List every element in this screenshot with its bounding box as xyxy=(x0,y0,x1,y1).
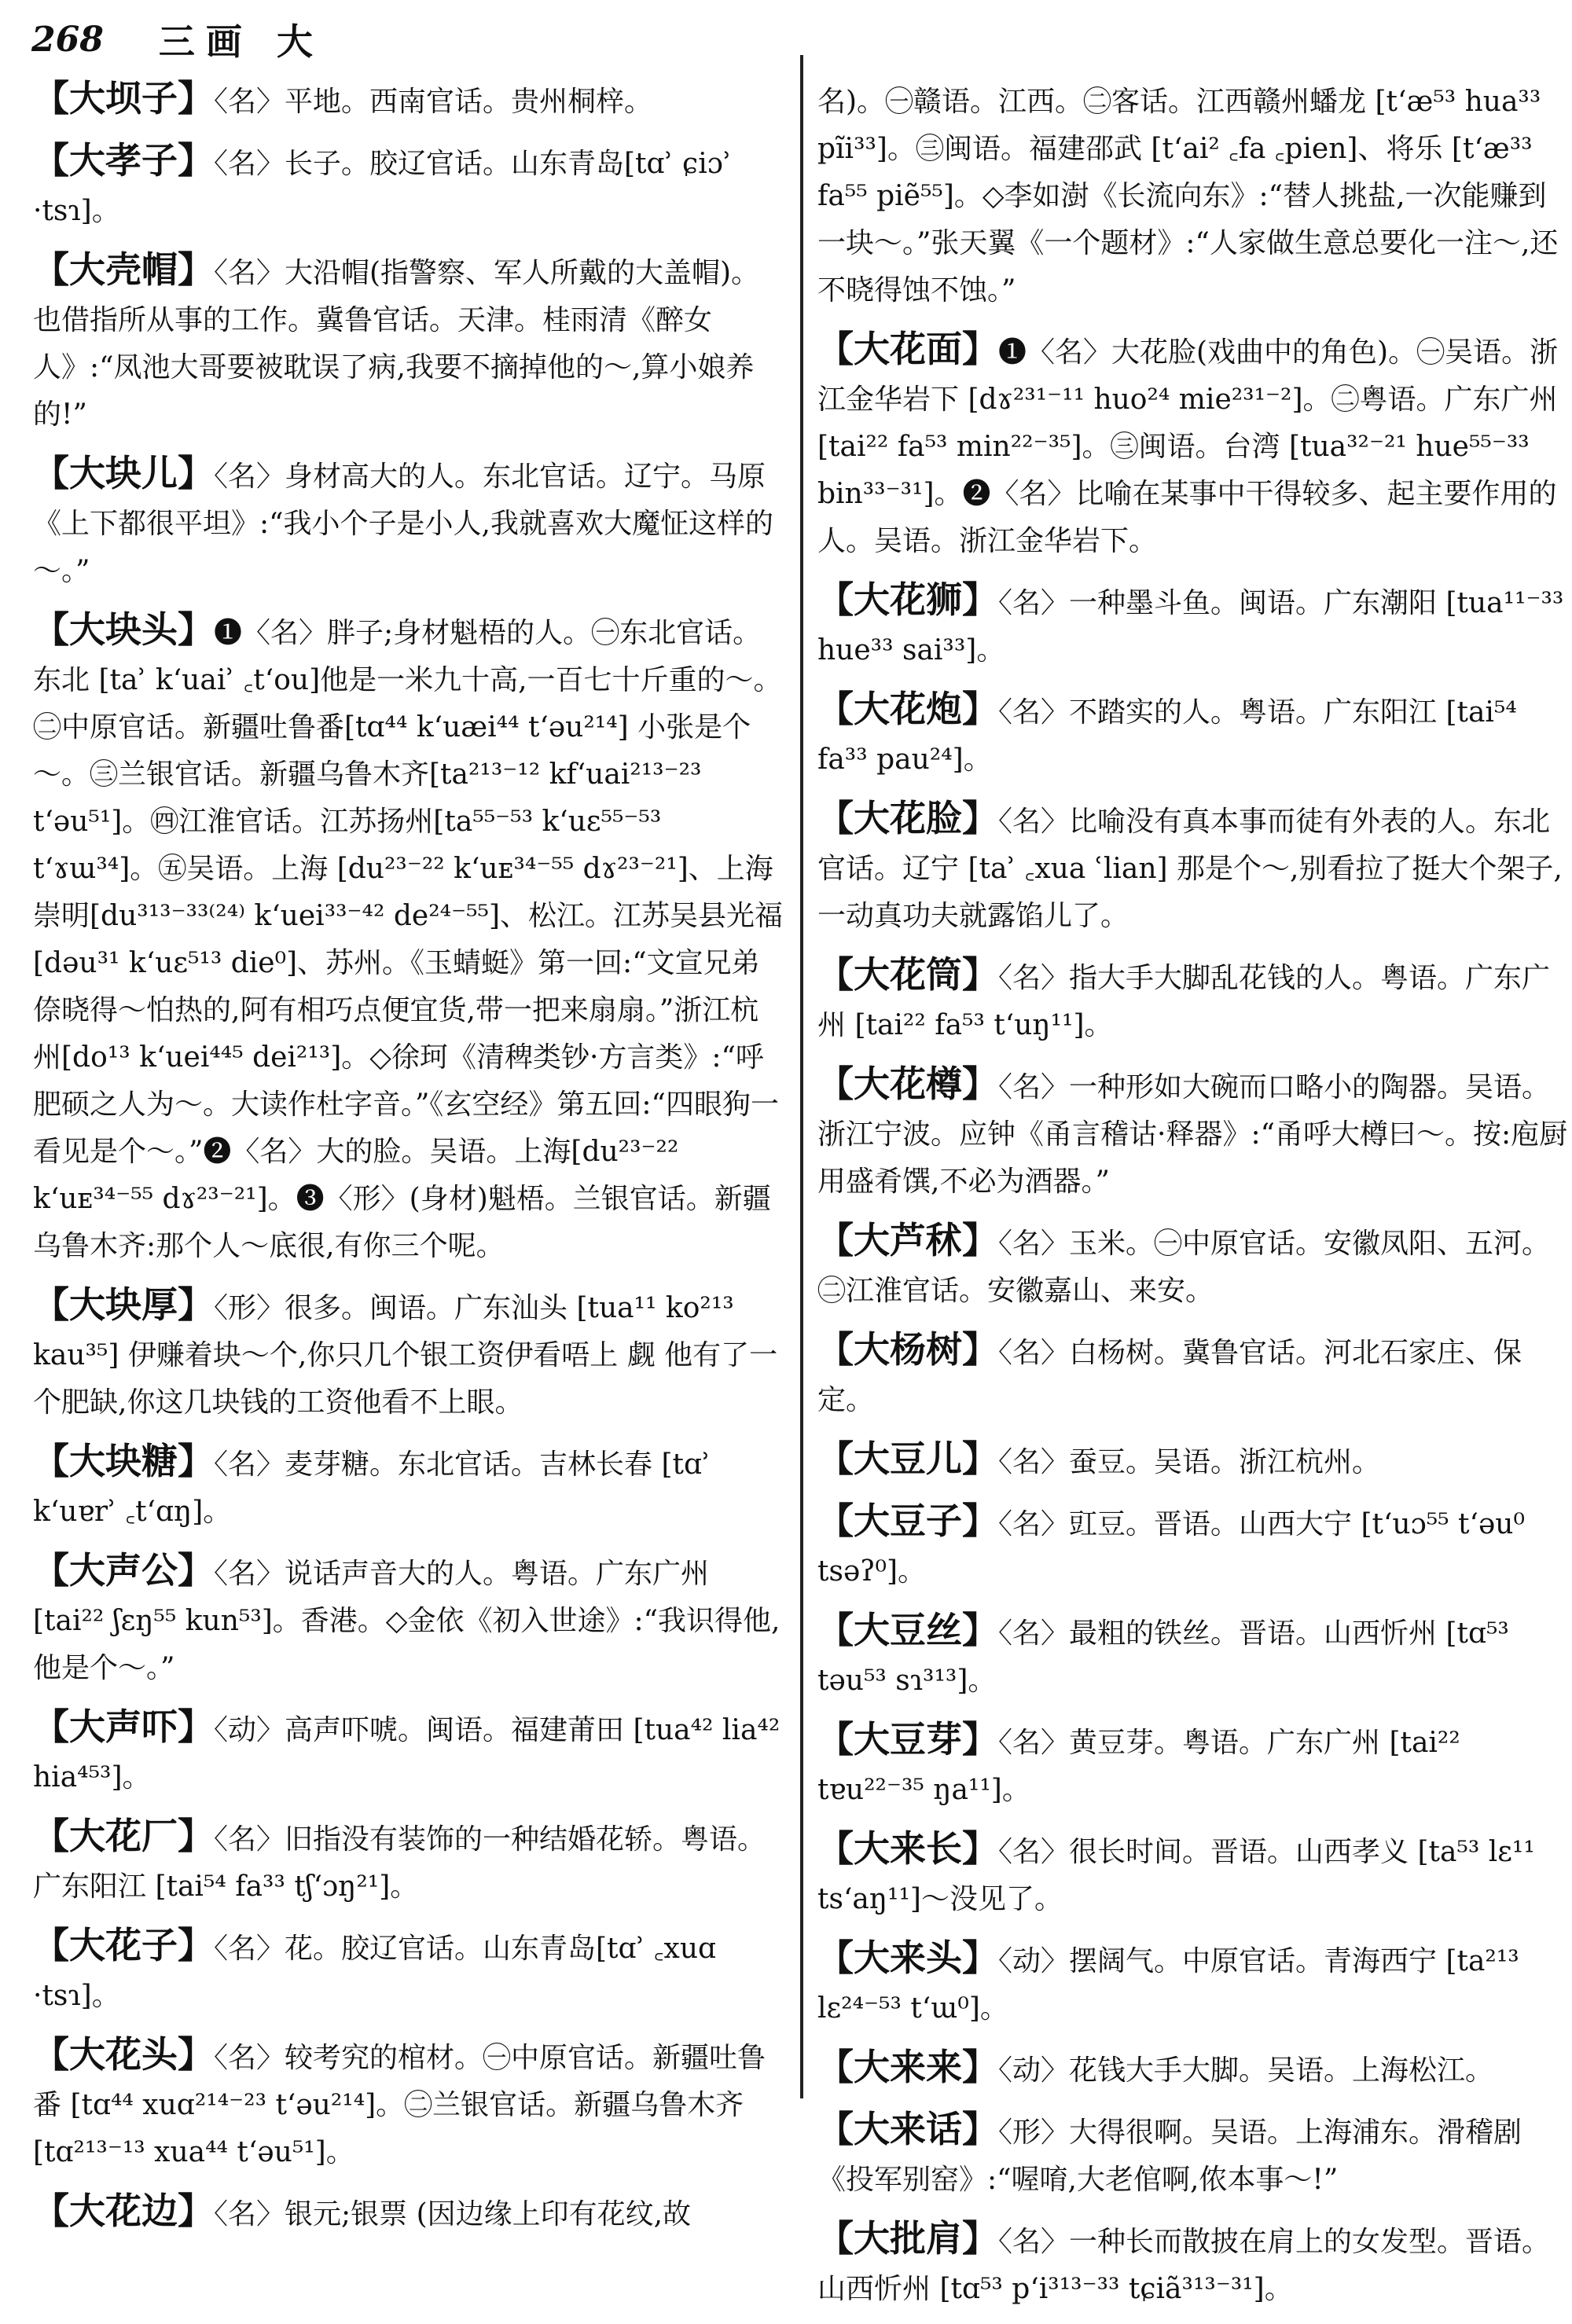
entry-headword: 【大花炮】 xyxy=(817,688,998,730)
entry-headword: 【大块厚】 xyxy=(33,1283,214,1326)
entry-definition: 〈形〉大得很啊。吴语。上海浦东。滑稽剧《投军别窑》:“喔唷,大老倌啊,侬本事～!” xyxy=(817,2117,1522,2196)
entry-definition: 名)。㊀赣语。江西。㊁客话。江西赣州蟠龙 [tʻæ⁵³ hua³³ pĩi³³]。㊂闽语。福建邵武 [tʻai² ꜀fa ꜀pien]、将乐 [tʻæ³³ fa⁵⁵ piẽ⁵⁵]。◇李如澍《长流向东》:“替人挑盐,一次能赚到一块～。”张天翼《一个题材》:“人家做生意总要化一注～,还不晓得蚀不蚀。” xyxy=(817,86,1559,307)
entry-definition: 〈名〉大沿帽(指警察、军人所戴的大盖帽)。也借指所从事的工作。冀鲁官话。天津。桂雨清《醉女人》:“凤池大哥要被耽误了病,我要不摘掉他的～,算小娘养的!” xyxy=(33,257,760,431)
page-number: 268 xyxy=(31,19,104,60)
entry-headword: 【大花筒】 xyxy=(817,953,998,996)
dictionary-entry xyxy=(33,75,784,126)
entry-definition: 〈名〉麦芽糖。东北官话。吉林长春 [tɑʾ kʻuɐrʾ ꜀tʻɑŋ]。 xyxy=(33,1448,711,1528)
entry-headword: 【大豆子】 xyxy=(817,1500,998,1542)
entry-definition: 〈动〉高声吓唬。闽语。福建莆田 [tua⁴² lia⁴² hia⁴⁵³]。 xyxy=(33,1714,780,1793)
entry-definition: 〈名〉说话声音大的人。粤语。广东广州 [tai²² ʃɛŋ⁵⁵ kun⁵³]。香港。◇金依《初入世途》:“我识得他,他是个～。” xyxy=(33,1558,780,1684)
left-column xyxy=(33,75,784,2249)
dictionary-entry xyxy=(33,606,784,1270)
entry-definition: ❶〈名〉胖子;身材魁梧的人。㊀东北官话。东北 [taʾ kʻuaiʾ ꜀tʻou]他是一米九十高,一百七十斤重的～。㊁中原官话。新疆吐鲁番[tɑ⁴⁴ kʻuæi⁴⁴ tʻəu²¹⁴] 小张是个～。㊂兰银官话。新疆乌鲁木齐[ta²¹³⁻¹² kfʻuai²¹³⁻²³ tʻəu⁵¹]。㊃江淮官话。江苏扬州[ta⁵⁵⁻⁵³ kʻuɛ⁵⁵⁻⁵³ tʻɤɯ³⁴]。㊄吴语。上海 [du²³⁻²² kʻuᴇ³⁴⁻⁵⁵ dɤ²³⁻²¹]、上海崇明[du³¹³⁻³³⁽²⁴⁾ kʻuei³³⁻⁴² de²⁴⁻⁵⁵]、松江。江苏吴县光福[dəu³¹ kʻuɛ⁵¹³ die⁰]、苏州。《玉蜻蜓》第一回:“文宣兄弟倷晓得～怕热的,阿有相巧点便宜货,带一把来扇扇。”浙江杭州[do¹³ kʻuei⁴⁴⁵ dei²¹³]。◇徐珂《清稗类钞·方言类》:“呼肥硕之人为～。大读作杜字音。”《玄空经》第五回:“四眼狗一看见是个～。”❷〈名〉大的脸。吴语。上海[du²³⁻²² kʻuᴇ³⁴⁻⁵⁵ dɤ²³⁻²¹]。❸〈形〉(身材)魁梧。兰银官话。新疆乌鲁木齐:那个人～底很,有你三个呢。 xyxy=(33,617,783,1262)
entry-headword: 【大花厂】 xyxy=(33,1815,214,1857)
entry-definition: 〈名〉一种长而散披在肩上的女发型。晋语。山西忻州 [tɑ⁵³ pʻi³¹³⁻³³ tɕiã³¹³⁻³¹]。 xyxy=(817,2226,1551,2305)
dictionary-entry xyxy=(33,1547,784,1692)
entry-headword: 【大块儿】 xyxy=(33,452,214,494)
dictionary-entry xyxy=(33,2187,784,2238)
entry-headword: 【大豆芽】 xyxy=(817,1718,998,1760)
dictionary-entry xyxy=(33,1812,784,1911)
entry-definition: 〈名〉指大手大脚乱花钱的人。粤语。广东广州 [tai²² fa⁵³ tʻuŋ¹¹]。 xyxy=(817,962,1551,1041)
entry-headword: 【大壳帽】 xyxy=(33,248,214,291)
dictionary-entry xyxy=(817,1606,1568,1705)
dictionary-entry-continued xyxy=(817,75,1568,314)
entry-headword: 【大芦秫】 xyxy=(817,1219,998,1261)
entry-definition: 〈名〉很长时间。晋语。山西孝义 [ta⁵³ lɛ¹¹ tsʻaŋ¹¹]～没见了。 xyxy=(817,1836,1535,1915)
entry-definition: 〈动〉摆阔气。中原官话。青海西宁 [ta²¹³ lɛ²⁴⁻⁵³ tʻɯ⁰]。 xyxy=(817,1945,1519,2025)
page-header xyxy=(31,8,1541,71)
entry-definition: 〈名〉最粗的铁丝。晋语。山西忻州 [tɑ⁵³ təu⁵³ sɿ³¹³]。 xyxy=(817,1617,1509,1697)
dictionary-entry xyxy=(817,1060,1568,1206)
dictionary-entry xyxy=(817,1326,1568,1424)
entry-headword: 【大花面】 xyxy=(817,328,998,370)
dictionary-entry xyxy=(817,685,1568,784)
entry-definition: 〈名〉平地。西南官话。贵州桐梓。 xyxy=(214,86,653,118)
dictionary-entry xyxy=(817,1497,1568,1595)
dictionary-entry xyxy=(817,2215,1568,2313)
entry-headword: 【大花狮】 xyxy=(817,578,998,621)
dictionary-entry xyxy=(817,1435,1568,1486)
dictionary-entry xyxy=(33,246,784,439)
entry-headword: 【大豆儿】 xyxy=(817,1437,998,1480)
entry-definition: 〈名〉豇豆。晋语。山西大宁 [tʻuɔ⁵⁵ tʻəu⁰ tsəʔ⁰]。 xyxy=(817,1508,1525,1588)
entry-headword: 【大来来】 xyxy=(817,2046,998,2088)
dictionary-entry xyxy=(33,137,784,235)
dictionary-entry xyxy=(33,450,784,595)
dictionary-entry xyxy=(33,1922,784,2020)
entry-headword: 【大块头】 xyxy=(33,608,214,651)
entry-definition: ❶〈名〉大花脸(戏曲中的角色)。㊀吴语。浙江金华岩下 [dɤ²³¹⁻¹¹ huo²⁴ mie²³¹⁻²]。㊁粤语。广东广州 [tai²² fa⁵³ min²²⁻³⁵]。㊂闽语。台湾 [tua³²⁻²¹ hue⁵⁵⁻³³ bin³³⁻³¹]。❷〈名〉比喻在某事中干得较多、起主要作用的人。吴语。浙江金华岩下。 xyxy=(817,336,1559,557)
dictionary-entry xyxy=(817,576,1568,674)
entry-headword: 【大来头】 xyxy=(817,1937,998,1979)
entry-headword: 【大孝子】 xyxy=(33,139,214,182)
entry-headword: 【大花边】 xyxy=(33,2190,214,2232)
dictionary-entry xyxy=(817,325,1568,565)
entry-definition: 〈形〉很多。闽语。广东汕头 [tua¹¹ ko²¹³ kau³⁵] 伊赚着块～个,你只几个银工资伊看唔上 觑 他有了一个肥缺,你这几块钱的工资他看不上眼。 xyxy=(33,1292,778,1419)
entry-definition: 〈动〉花钱大手大脚。吴语。上海松江。 xyxy=(998,2054,1494,2087)
entry-headword: 【大杨树】 xyxy=(817,1328,998,1371)
dictionary-entry xyxy=(817,1825,1568,1923)
entry-definition: 〈名〉不踏实的人。粤语。广东阳江 [tai⁵⁴ fa³³ pau²⁴]。 xyxy=(817,696,1517,776)
running-head: 三画 大 xyxy=(158,20,324,63)
dictionary-entry xyxy=(817,1716,1568,1814)
entry-headword: 【大花樽】 xyxy=(817,1063,998,1105)
dictionary-entry xyxy=(817,1217,1568,1315)
entry-headword: 【大来话】 xyxy=(817,2108,998,2150)
column-divider xyxy=(800,55,803,2098)
entry-definition: 〈名〉黄豆芽。粤语。广东广州 [tai²² tɐu²²⁻³⁵ ŋa¹¹]。 xyxy=(817,1727,1460,1806)
entry-definition: 〈名〉蚕豆。吴语。浙江杭州。 xyxy=(998,1446,1381,1478)
dictionary-entry xyxy=(817,795,1568,940)
entry-headword: 【大声吓】 xyxy=(33,1705,214,1748)
dictionary-entry xyxy=(33,1437,784,1536)
entry-headword: 【大块糖】 xyxy=(33,1440,214,1482)
entry-headword: 【大批肩】 xyxy=(817,2217,998,2260)
dictionary-entry xyxy=(33,1703,784,1801)
dictionary-entry xyxy=(33,1281,784,1426)
entry-definition: 〈名〉较考究的棺材。㊀中原官话。新疆吐鲁番 [tɑ⁴⁴ xuɑ²¹⁴⁻²³ tʻəu²¹⁴]。㊁兰银官话。新疆乌鲁木齐 [tɑ²¹³⁻¹³ xua⁴⁴ tʻəu⁵¹]。 xyxy=(33,2042,766,2168)
entry-headword: 【大坝子】 xyxy=(33,77,214,119)
dictionary-entry xyxy=(817,1934,1568,2032)
entry-headword: 【大花脸】 xyxy=(817,797,998,839)
entry-definition: 〈名〉玉米。㊀中原官话。安徽凤阳、五河。㊁江淮官话。安徽嘉山、来安。 xyxy=(817,1228,1551,1307)
entry-headword: 【大花子】 xyxy=(33,1924,214,1966)
dictionary-entry xyxy=(817,951,1568,1049)
dictionary-entry xyxy=(33,2031,784,2176)
entry-headword: 【大豆丝】 xyxy=(817,1609,998,1651)
entry-definition: 〈名〉花。胶辽官话。山东青岛[tɑʾ ꜀xuɑ ·tsɿ]。 xyxy=(33,1933,717,2012)
entry-definition: 〈名〉白杨树。冀鲁官话。河北石家庄、保定。 xyxy=(817,1337,1522,1416)
entry-definition: 〈名〉旧指没有装饰的一种结婚花轿。粤语。广东阳江 [tai⁵⁴ fa³³ tʃʻɔŋ²¹]。 xyxy=(33,1823,766,1903)
entry-definition: 〈名〉长子。胶辽官话。山东青岛[tɑʾ ɕiɔʾ ·tsɿ]。 xyxy=(33,148,732,227)
entry-definition: 〈名〉银元;银票 (因边缘上印有花纹,故 xyxy=(214,2198,692,2230)
entry-definition: 〈名〉身材高大的人。东北官话。辽宁。马原《上下都很平坦》:“我小个子是小人,我就喜欢大魔怔这样的～。” xyxy=(33,461,773,587)
entry-definition: 〈名〉比喻没有真本事而徒有外表的人。东北官话。辽宁 [taʾ ꜀xua ʿlian] 那是个～,别看拉了挺大个架子,一动真功夫就露馅儿了。 xyxy=(817,806,1563,932)
entry-headword: 【大来长】 xyxy=(817,1827,998,1870)
entry-headword: 【大声公】 xyxy=(33,1549,214,1592)
entry-headword: 【大花头】 xyxy=(33,2033,214,2076)
dictionary-entry xyxy=(817,2043,1568,2095)
entry-definition: 〈名〉一种墨斗鱼。闽语。广东潮阳 [tua¹¹⁻³³ hue³³ sai³³]。 xyxy=(817,587,1564,666)
entry-definition: 〈名〉一种形如大碗而口略小的陶器。吴语。浙江宁波。应钟《甬言稽诂·释器》:“甬呼大樽曰～。按:庖厨用盛肴馔,不必为酒器。” xyxy=(817,1071,1568,1198)
right-column xyxy=(817,75,1568,2324)
dictionary-entry xyxy=(817,2106,1568,2204)
